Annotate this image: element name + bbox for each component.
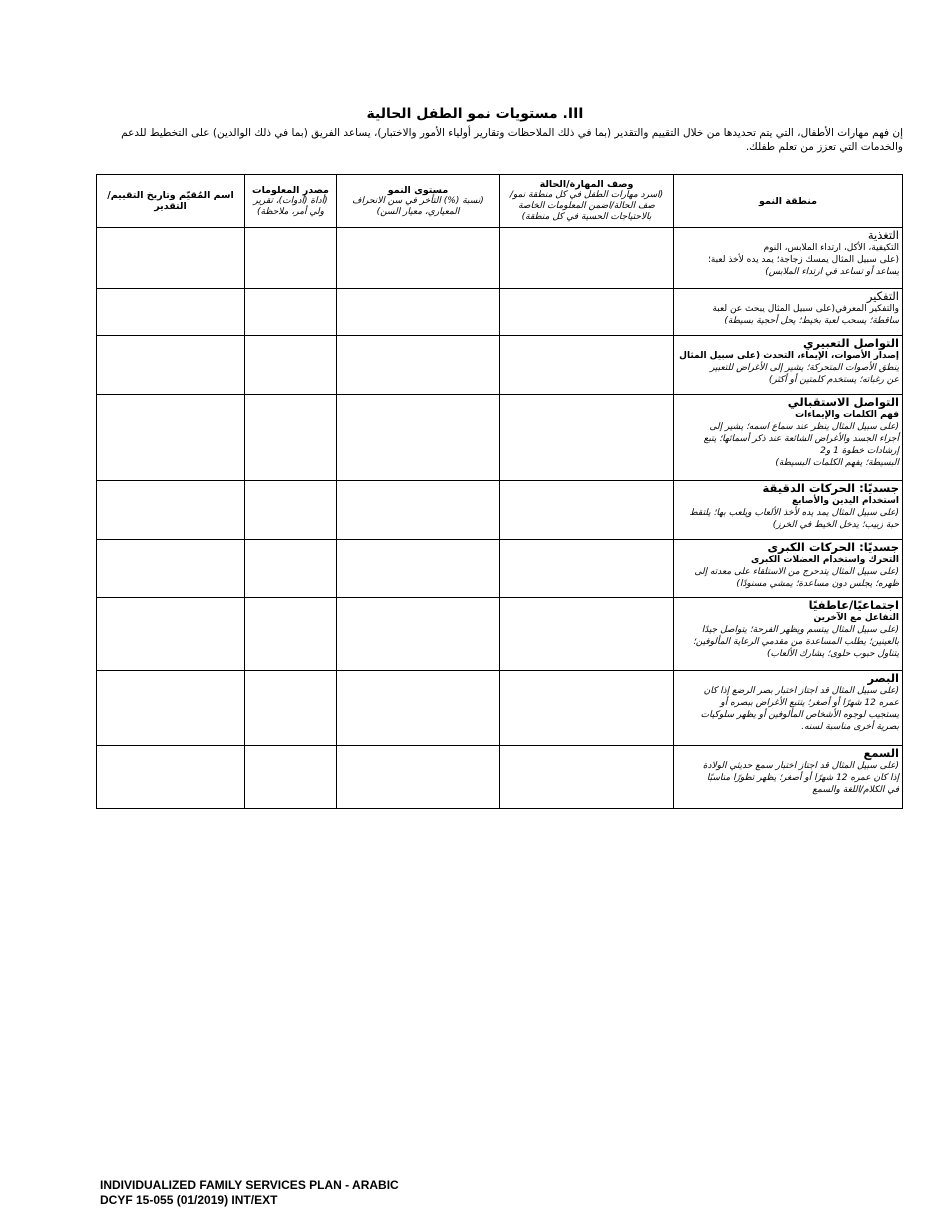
- area-cell-thinking: التفكير والتفكير المعرفي(على سبيل المثال يبحث عن لعبة ساقطة؛ يسحب لعبة بخيط؛ يحل أحجية بسيطة): [674, 289, 903, 336]
- intro-paragraph: إن فهم مهارات الأطفال، التي يتم تحديدها من خلال التقييم والتقدير (بما في ذلك الملاحظات وتقارير أولياء الأمور والاختبار)، يساعد الفريق (بما في ذلك الوالدين) على التخطيط للدعم والخدمات التي تعزز من تعلم طفلك.: [121, 127, 903, 153]
- assessor-cell[interactable]: [97, 395, 245, 481]
- header-development-level: مستوى النمو (نسبة (%) التأخر في سن الانحراف المعياري، معيار السن): [337, 175, 500, 228]
- assessor-cell[interactable]: [97, 598, 245, 671]
- area-cell-hearing: السمع (على سبيل المثال قد اجتاز اختبار سمع حديثي الولادة إذا كان عمره 12 شهرًا أو أصغر؛ يظهر تطورًا مناسبًا في الكلام/اللغة والسمع: [674, 746, 903, 809]
- assessor-cell[interactable]: [97, 540, 245, 598]
- table-row: [97, 481, 903, 540]
- assessor-cell[interactable]: [97, 289, 245, 336]
- header-development-area: منطقة النمو: [674, 175, 903, 228]
- assessor-cell[interactable]: [97, 228, 245, 289]
- area-cell-feeding: التغذية التكيفية، الأكل، ارتداء الملابس، النوم (على سبيل المثال يمسك زجاجة؛ يمد يده لأخذ لعبة؛ يساعد أو تساعد في ارتداء الملابس): [674, 228, 903, 289]
- information-source-cell[interactable]: [245, 336, 337, 395]
- development-level-cell[interactable]: [337, 481, 500, 540]
- information-source-cell[interactable]: [245, 395, 337, 481]
- skill-description-cell[interactable]: [500, 481, 674, 540]
- skill-description-cell[interactable]: [500, 671, 674, 746]
- table-row: [97, 540, 903, 598]
- information-source-cell[interactable]: [245, 671, 337, 746]
- table-header-row: [97, 175, 903, 228]
- skill-description-cell[interactable]: [500, 540, 674, 598]
- information-source-cell[interactable]: [245, 598, 337, 671]
- information-source-cell[interactable]: [245, 540, 337, 598]
- header-skill-description: وصف المهارة/الحالة (اسرد مهارات الطفل في كل منطقة نمو/صف الحالة/اضمن المعلومات الخاصة بالاحتياجات الحسية في كل منطقة): [500, 175, 674, 228]
- skill-description-cell[interactable]: [500, 746, 674, 809]
- skill-description-cell[interactable]: [500, 395, 674, 481]
- development-levels-table: [96, 174, 903, 809]
- form-footer: [100, 1178, 399, 1208]
- development-level-cell[interactable]: [337, 671, 500, 746]
- table-row: [97, 598, 903, 671]
- form-number: DCYF 15-055 (01/2019) INT/EXT: [100, 1193, 278, 1207]
- assessor-cell[interactable]: [97, 671, 245, 746]
- table-row: [97, 336, 903, 395]
- assessor-cell[interactable]: [97, 481, 245, 540]
- table-row: [97, 395, 903, 481]
- development-level-cell[interactable]: [337, 289, 500, 336]
- skill-description-cell[interactable]: [500, 289, 674, 336]
- development-level-cell[interactable]: [337, 228, 500, 289]
- area-cell-expressive-communication: التواصل التعبيري إصدار الأصوات، الإيماء، التحدث (على سبيل المثال ينطق الأصوات المتحركة؛ يشير إلى الأغراض للتعبير عن رغباته؛ يستخدم كلمتين أو أكثر): [674, 336, 903, 395]
- assessor-cell[interactable]: [97, 746, 245, 809]
- area-cell-fine-motor: جسديًا: الحركات الدقيقة استخدام اليدين والأصابع (على سبيل المثال يمد يده لأخذ الألعاب ويلعب بها؛ يلتقط حبة زبيب؛ يدخل الخيط في الخرز): [674, 481, 903, 540]
- skill-description-cell[interactable]: [500, 598, 674, 671]
- table-row: [97, 289, 903, 336]
- table-row: [97, 746, 903, 809]
- development-level-cell[interactable]: [337, 336, 500, 395]
- header-information-source: مصدر المعلومات (أداة (أدوات)، تقرير ولي أمر، ملاحظة): [245, 175, 337, 228]
- area-cell-gross-motor: جسديًا: الحركات الكبرى التحرك واستخدام العضلات الكبرى (على سبيل المثال يتدحرج من الاستلقاء على معدته إلى ظهره؛ يجلس دون مساعدة؛ يمشي مسنودًا): [674, 540, 903, 598]
- development-level-cell[interactable]: [337, 746, 500, 809]
- information-source-cell[interactable]: [245, 481, 337, 540]
- assessor-cell[interactable]: [97, 336, 245, 395]
- development-level-cell[interactable]: [337, 598, 500, 671]
- area-cell-social-emotional: اجتماعيًا/عاطفيًا التفاعل مع الآخرين (على سبيل المثال يبتسم ويظهر الفرحة؛ يتواصل جيدًا بالعينين؛ يطلب المساعدة من مقدمي الرعاية المألوفين؛ يتناول حبوب حلوى؛ يشارك الألعاب): [674, 598, 903, 671]
- area-cell-vision: البصر (على سبيل المثال قد اجتاز اختبار بصر الرضع إذا كان عمره 12 شهرًا أو أصغر؛ يتتبع الأغراض ببصره أو يستجيب لوجوه الأشخاص المألوفين أو يظهر سلوكيات بصرية أخرى مناسبة لسنه.: [674, 671, 903, 746]
- table-row: [97, 228, 903, 289]
- information-source-cell[interactable]: [245, 289, 337, 336]
- development-level-cell[interactable]: [337, 540, 500, 598]
- area-cell-receptive-communication: التواصل الاستقبالي فهم الكلمات والإيماءات (على سبيل المثال ينظر عند سماع اسمه؛ يشير إلى أجزاء الجسد والأغراض الشائعة عند ذكر أسمائها؛ يتبع إرشادات خطوة 1 و2 البسيطة؛ يفهم الكلمات البسيطة): [674, 395, 903, 481]
- skill-description-cell[interactable]: [500, 228, 674, 289]
- information-source-cell[interactable]: [245, 746, 337, 809]
- page-title: III. مستويات نمو الطفل الحالية: [366, 106, 584, 122]
- skill-description-cell[interactable]: [500, 336, 674, 395]
- information-source-cell[interactable]: [245, 228, 337, 289]
- form-title: INDIVIDUALIZED FAMILY SERVICES PLAN - ARABIC: [100, 1178, 399, 1192]
- table-row: [97, 671, 903, 746]
- development-level-cell[interactable]: [337, 395, 500, 481]
- header-assessor-name-date: اسم المُقيّم وتاريخ التقييم/التقدير: [97, 175, 245, 228]
